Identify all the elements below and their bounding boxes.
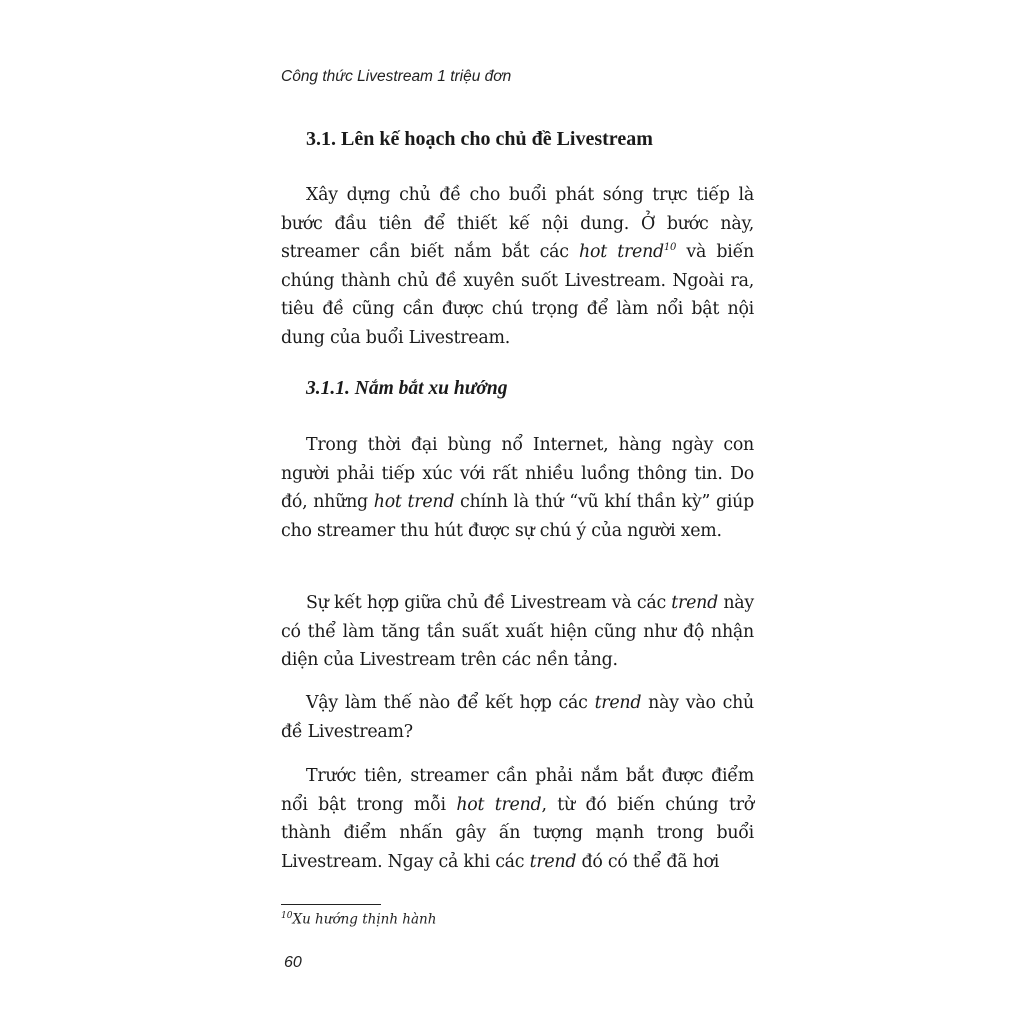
- subsection-heading: 3.1.1. Nắm bắt xu hướng: [306, 378, 508, 399]
- footnote-text: Xu hướng thịnh hành: [292, 911, 437, 928]
- page-number: 60: [284, 954, 302, 971]
- paragraph-intro: Xây dựng chủ đề cho buổi phát sóng trực tiếp là bước đầu tiên để thiết kế nội dung. Ở bước này, streamer cần biết nắm bắt các hot trend$^{10}$ và biến chúng thành chủ đề xuyên suốt Livestream. Ngoài ra, tiêu đề cũng cần được chú trọng để làm nổi bật nội dung của buổi Livestream.: [281, 185, 755, 348]
- section-heading: 3.1. Lên kế hoạch cho chủ đề Livestream: [306, 128, 653, 150]
- footnote: [281, 911, 436, 928]
- paragraph-3: Vậy làm thế nào để kết hợp các trend này vào chủ đề Livestream?: [281, 693, 755, 742]
- paragraph-1: Trong thời đại bùng nổ Internet, hàng ngày con người phải tiếp xúc với rất nhiều luồng thông tin. Do đó, những hot trend chính là thứ “vũ khí thần kỳ” giúp cho streamer thu hút được sự chú ý của người xem.: [281, 435, 754, 541]
- footnote-marker: 10: [281, 911, 293, 921]
- running-header: Công thức Livestream 1 triệu đơn: [281, 68, 512, 85]
- footnote-divider: [281, 904, 381, 905]
- paragraph-2: Sự kết hợp giữa chủ đề Livestream và các trend này có thể làm tăng tần suất xuất hiện cũng như độ nhận diện của Livestream trên các nền tảng.: [281, 593, 754, 671]
- footnote-reference: 10: [663, 242, 677, 254]
- paragraph-4: Trước tiên, streamer cần phải nắm bắt được điểm nổi bật trong mỗi hot trend, từ đó biến chúng trở thành điểm nhấn gây ấn tượng mạnh trong buổi Livestream. Ngay cả khi các trend đó có thể đã hơi: [281, 766, 754, 872]
